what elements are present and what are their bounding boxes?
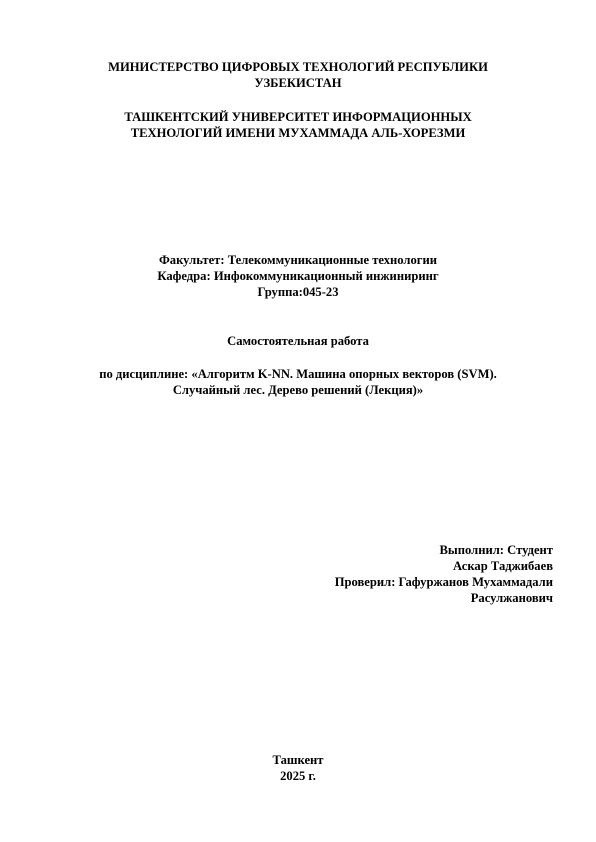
year-line: 2025 г.: [280, 769, 316, 783]
footer-block: [0, 752, 596, 784]
university-line-1: ТАШКЕНТСКИЙ УНИВЕРСИТЕТ ИНФОРМАЦИОННЫХ: [124, 110, 472, 124]
university-heading: [0, 109, 596, 141]
discipline-title: [0, 366, 596, 398]
discipline-line-1: по дисциплине: «Алгоритм K-NN. Машина опорных векторов (SVM).: [99, 367, 497, 381]
group-line: Группа:045-23: [257, 285, 339, 299]
checked-by-line: Проверил: Гафуржанов Мухаммадали: [334, 575, 553, 589]
authors-block: [335, 542, 553, 606]
ministry-line-1: МИНИСТЕРСТВО ЦИФРОВЫХ ТЕХНОЛОГИЙ РЕСПУБЛИКИ: [108, 60, 488, 74]
student-name-line: Аскар Таджибаев: [452, 559, 553, 573]
department-info: [0, 252, 596, 300]
city-line: Ташкент: [272, 753, 324, 767]
university-line-2: ТЕХНОЛОГИЙ ИМЕНИ МУХАММАДА АЛЬ-ХОРЕЗМИ: [130, 126, 466, 140]
ministry-line-2: УЗБЕКИСТАН: [254, 76, 342, 90]
ministry-heading: [0, 59, 596, 91]
work-type: Самостоятельная работа: [227, 334, 369, 348]
checker-name-line: Расулжанович: [470, 591, 553, 605]
discipline-line-2: Случайный лес. Дерево решений (Лекция)»: [172, 383, 424, 397]
faculty-line: Факультет: Телекоммуникационные технологии: [158, 253, 438, 267]
performed-by-line: Выполнил: Студент: [439, 543, 553, 557]
chair-line: Кафедра: Инфокоммуникационный инжиниринг: [157, 269, 439, 283]
